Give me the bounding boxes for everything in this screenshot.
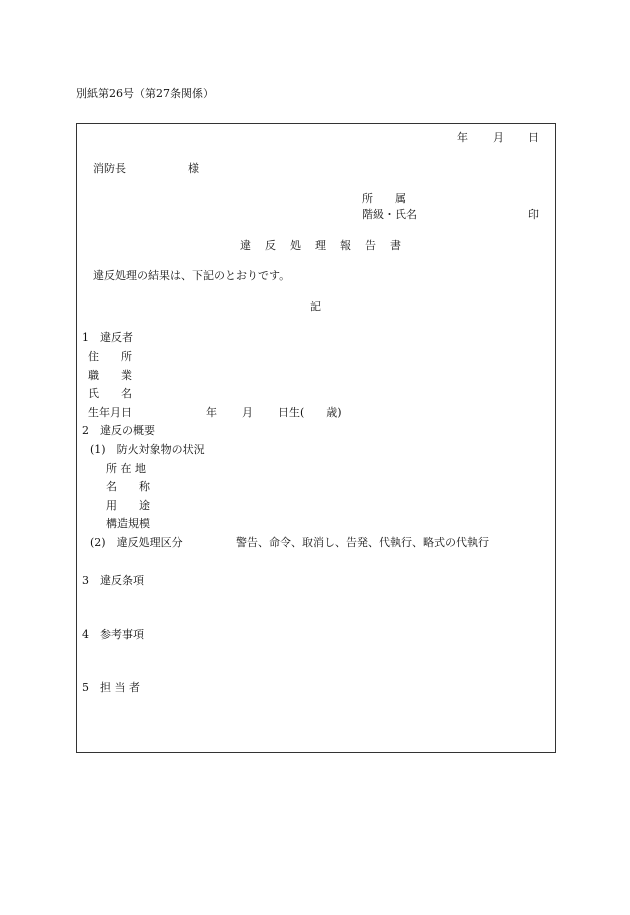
- rank-name-label: 階級・氏名: [362, 208, 417, 221]
- document-title: 違反処理報告書: [240, 239, 415, 252]
- birth-day-age: 日生( 歳): [278, 406, 342, 419]
- affiliation-label: 所 属: [362, 192, 406, 205]
- date-day: 日: [528, 131, 539, 144]
- seal-label: 印: [528, 208, 539, 221]
- intro-text: 違反処理の結果は、下記のとおりです。: [93, 269, 291, 282]
- section5-heading: 5 担 当 者: [82, 681, 140, 694]
- violator-name-label: 氏 名: [88, 387, 132, 400]
- subsection2-heading: (2) 違反処理区分: [90, 536, 183, 549]
- facility-name-label: 名 称: [106, 480, 150, 493]
- section4-heading: 4 参考事項: [82, 628, 144, 641]
- usage-label: 用 途: [106, 499, 150, 512]
- birthdate-label: 生年月日: [88, 406, 132, 419]
- birth-month: 月: [242, 406, 253, 419]
- addressee: 消防長: [93, 162, 126, 175]
- violator-occupation-label: 職 業: [88, 369, 132, 382]
- location-label: 所 在 地: [106, 462, 146, 475]
- subsection1-heading: (1) 防火対象物の状況: [90, 443, 205, 456]
- section1-heading: 1 違反者: [82, 331, 133, 344]
- report-form: [76, 123, 556, 753]
- ki-mark: 記: [310, 300, 321, 313]
- structure-label: 構造規模: [106, 517, 150, 530]
- annex-label: 別紙第26号（第27条関係）: [76, 87, 214, 100]
- violator-address-label: 住 所: [88, 350, 132, 363]
- birth-year: 年: [206, 406, 217, 419]
- date-year: 年: [457, 131, 468, 144]
- section3-heading: 3 違反条項: [82, 574, 144, 587]
- date-month: 月: [493, 131, 504, 144]
- addressee-honorific: 様: [188, 162, 199, 175]
- section2-heading: 2 違反の概要: [82, 424, 155, 437]
- disposition-options: 警告、命令、取消し、告発、代執行、略式の代執行: [236, 536, 489, 549]
